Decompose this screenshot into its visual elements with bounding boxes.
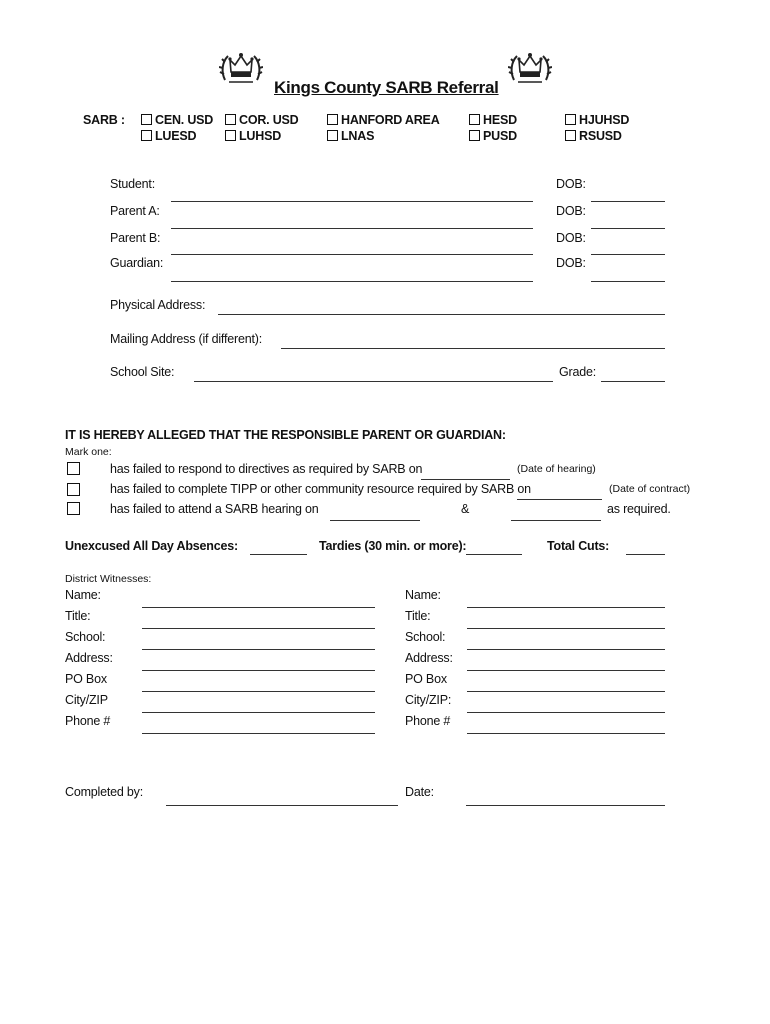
dob-label: DOB: <box>556 204 586 218</box>
grade-field[interactable] <box>601 381 665 382</box>
option-2-checkbox[interactable] <box>67 483 80 496</box>
witness-1-name-field[interactable] <box>142 607 375 608</box>
witness-2-cityzip-field[interactable] <box>467 712 665 713</box>
physical-address-field[interactable] <box>218 314 665 315</box>
checkbox-cen-usd[interactable]: CEN. USD <box>141 113 213 127</box>
witness-2-title-field[interactable] <box>467 628 665 629</box>
total-cuts-field[interactable] <box>626 554 665 555</box>
checkbox-hanford-area[interactable]: HANFORD AREA <box>327 113 440 127</box>
witness-1-name-label: Name: <box>65 588 101 602</box>
tardies-label: Tardies (30 min. or more): <box>319 539 467 553</box>
dob-label: DOB: <box>556 231 586 245</box>
sarb-label: SARB : <box>83 113 125 127</box>
student-dob-field[interactable] <box>591 201 665 202</box>
completed-by-label: Completed by: <box>65 785 143 799</box>
option-2-text: has failed to complete TIPP or other community resource required by SARB on <box>110 482 531 496</box>
parent-b-dob-field[interactable] <box>591 254 665 255</box>
witness-1-address-field[interactable] <box>142 670 375 671</box>
option-3-checkbox[interactable] <box>67 502 80 515</box>
witness-2-phone-field[interactable] <box>467 733 665 734</box>
checkbox-lnas[interactable]: LNAS <box>327 129 374 143</box>
witness-2-phone-label: Phone # <box>405 714 451 728</box>
dob-label: DOB: <box>556 256 586 270</box>
tardies-field[interactable] <box>466 554 522 555</box>
mailing-address-field[interactable] <box>281 348 665 349</box>
date-field[interactable] <box>466 805 665 806</box>
witness-1-cityzip-label: City/ZIP <box>65 693 108 707</box>
witness-1-school-label: School: <box>65 630 106 644</box>
grade-label: Grade: <box>559 365 597 379</box>
checkbox-cor-usd[interactable]: COR. USD <box>225 113 299 127</box>
parent-a-dob-field[interactable] <box>591 228 665 229</box>
checkbox-rsusd[interactable]: RSUSD <box>565 129 622 143</box>
witness-1-school-field[interactable] <box>142 649 375 650</box>
school-site-field[interactable] <box>194 381 553 382</box>
parent-a-field[interactable] <box>171 228 533 229</box>
student-field[interactable] <box>171 201 533 202</box>
witness-1-address-label: Address: <box>65 651 113 665</box>
checkbox-hjuhsd[interactable]: HJUHSD <box>565 113 629 127</box>
witness-2-pobox-label: PO Box <box>405 672 447 686</box>
witness-1-phone-label: Phone # <box>65 714 111 728</box>
contract-date-field[interactable] <box>517 499 602 500</box>
option-3-amp: & <box>461 502 470 516</box>
total-cuts-label: Total Cuts: <box>547 539 610 553</box>
witness-2-name-label: Name: <box>405 588 441 602</box>
crown-laurel-crest-icon <box>219 50 263 90</box>
hearing-date-field[interactable] <box>421 479 510 480</box>
witness-1-title-field[interactable] <box>142 628 375 629</box>
witness-1-cityzip-field[interactable] <box>142 712 375 713</box>
option-3-note: as required. <box>607 502 671 516</box>
option-3-text: has failed to attend a SARB hearing on <box>110 502 319 516</box>
checkbox-luesd[interactable]: LUESD <box>141 129 196 143</box>
parent-a-label: Parent A: <box>110 204 160 218</box>
witness-1-pobox-label: PO Box <box>65 672 107 686</box>
school-site-label: School Site: <box>110 365 175 379</box>
witness-2-title-label: Title: <box>405 609 431 623</box>
physical-address-label: Physical Address: <box>110 298 206 312</box>
option-1-checkbox[interactable] <box>67 462 80 475</box>
guardian-dob-field[interactable] <box>591 281 665 282</box>
witness-2-cityzip-label: City/ZIP: <box>405 693 452 707</box>
option-2-note: (Date of contract) <box>609 483 691 495</box>
parent-b-label: Parent B: <box>110 231 161 245</box>
student-label: Student: <box>110 177 155 191</box>
attend-date-field-2[interactable] <box>511 520 601 521</box>
checkbox-pusd[interactable]: PUSD <box>469 129 517 143</box>
mark-one-label: Mark one: <box>65 446 112 458</box>
witness-1-phone-field[interactable] <box>142 733 375 734</box>
witness-1-pobox-field[interactable] <box>142 691 375 692</box>
witness-2-name-field[interactable] <box>467 607 665 608</box>
witness-1-title-label: Title: <box>65 609 91 623</box>
date-label: Date: <box>405 785 434 799</box>
parent-b-field[interactable] <box>171 254 533 255</box>
witness-2-address-label: Address: <box>405 651 453 665</box>
witness-2-pobox-field[interactable] <box>467 691 665 692</box>
witness-2-address-field[interactable] <box>467 670 665 671</box>
witness-2-school-label: School: <box>405 630 446 644</box>
unexcused-absences-label: Unexcused All Day Absences: <box>65 539 238 553</box>
allegation-heading: IT IS HEREBY ALLEGED THAT THE RESPONSIBLE PARENT OR GUARDIAN: <box>65 428 506 442</box>
mailing-address-label: Mailing Address (if different): <box>110 332 262 346</box>
witness-2-school-field[interactable] <box>467 649 665 650</box>
guardian-label: Guardian: <box>110 256 164 270</box>
page-title: Kings County SARB Referral <box>274 78 499 97</box>
option-1-text: has failed to respond to directives as required by SARB on <box>110 462 423 476</box>
checkbox-hesd[interactable]: HESD <box>469 113 517 127</box>
dob-label: DOB: <box>556 177 586 191</box>
guardian-field[interactable] <box>171 281 533 282</box>
unexcused-absences-field[interactable] <box>250 554 307 555</box>
option-1-note: (Date of hearing) <box>517 463 596 475</box>
checkbox-luhsd[interactable]: LUHSD <box>225 129 281 143</box>
attend-date-field-1[interactable] <box>330 520 420 521</box>
crown-laurel-crest-icon <box>508 50 552 90</box>
completed-by-field[interactable] <box>166 805 398 806</box>
district-witnesses-heading: District Witnesses: <box>65 573 152 585</box>
